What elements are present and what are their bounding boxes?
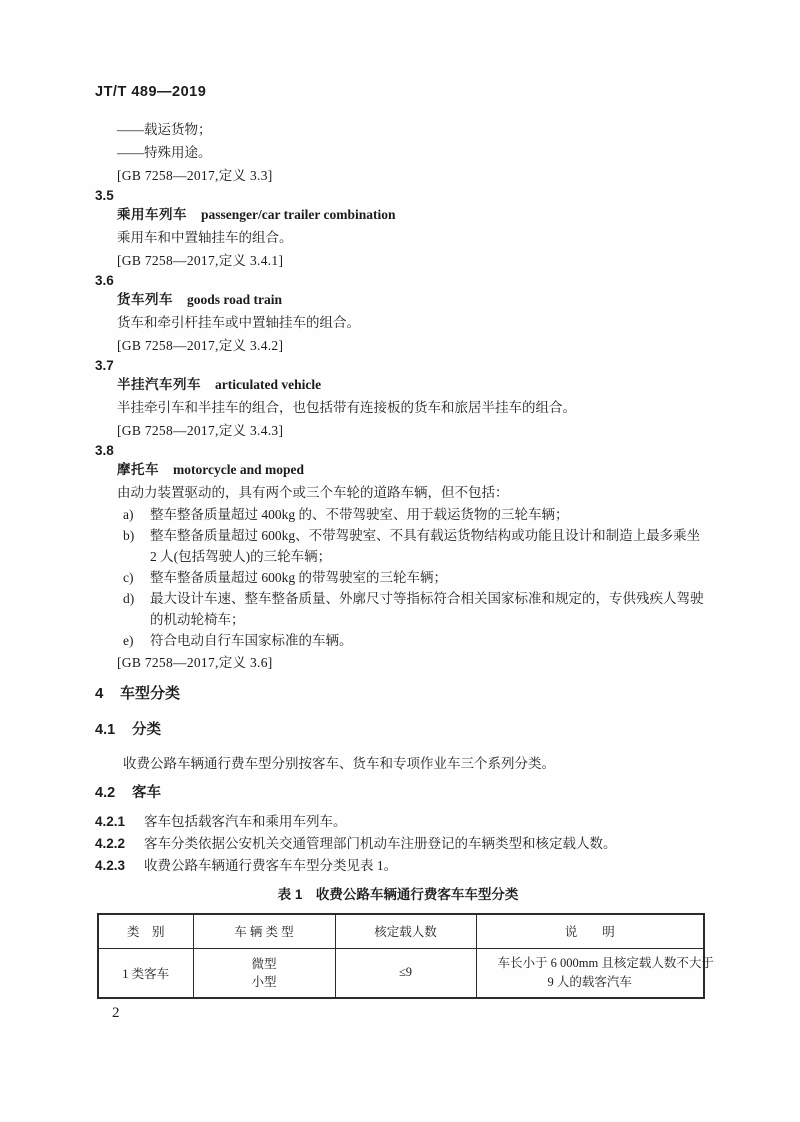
section-number: 4.2 (95, 785, 116, 801)
chapter-title: 车型分类 (120, 685, 181, 702)
description-line: 9 人的载客汽车 (547, 974, 632, 989)
list-marker: d) (123, 591, 135, 606)
cell-vehicle-type (193, 948, 335, 998)
table-caption: 表 1 收费公路车辆通行费客车车型分类 (277, 887, 519, 902)
gb-reference: [GB 7258—2017,定义 3.4.3] (117, 423, 284, 438)
list-item (95, 504, 710, 525)
clause-list (95, 811, 710, 877)
gb-reference: [GB 7258—2017,定义 3.4.1] (117, 253, 284, 268)
table-row (98, 948, 704, 998)
exclusion-list (95, 504, 710, 651)
term-number: 3.8 (95, 443, 114, 458)
gb-reference: [GB 7258—2017,定义 3.4.2] (117, 338, 284, 353)
page-content (95, 118, 714, 999)
clause-text: 客车包括载客汽车和乘用车列车。 (144, 814, 347, 829)
list-item-text: 2 人(包括驾驶人)的三轮车辆； (150, 549, 332, 564)
term-number: 3.6 (95, 273, 114, 288)
list-item-text: 的机动轮椅车； (150, 612, 245, 627)
term-definition: 货车和牵引杆挂车或中置轴挂车的组合。 (117, 315, 360, 330)
cell-description (476, 948, 714, 998)
list-marker: a) (123, 507, 134, 522)
term-title-en: passenger/car trailer combination (201, 207, 396, 222)
term-title-zh: 乘用车列车 (117, 207, 187, 222)
clause (95, 833, 710, 855)
term-definition: 半挂牵引车和半挂车的组合，也包括带有连接板的货车和旅居半挂车的组合。 (117, 400, 576, 415)
vehicle-type-line: 小型 (251, 974, 277, 989)
table-header-row (98, 914, 704, 948)
chapter-number: 4 (95, 685, 104, 702)
chapter-heading (95, 684, 710, 704)
term-number: 3.5 (95, 188, 114, 203)
clause (95, 855, 710, 877)
section-heading (95, 783, 710, 803)
term-title-zh: 摩托车 (117, 462, 159, 477)
dash-item: ——特殊用途。 (117, 145, 212, 160)
term-title (95, 458, 710, 481)
list-item-text: 整车整备质量超过 600kg、不带驾驶室、不具有载运货物结构或功能且设计和制造上最多乘坐 (150, 528, 701, 543)
clause-number: 4.2.2 (95, 836, 126, 851)
term-title (95, 203, 710, 226)
list-item (95, 588, 710, 630)
classification-table (97, 913, 714, 999)
clause-number: 4.2.1 (95, 814, 126, 829)
gb-reference: [GB 7258—2017,定义 3.6] (117, 655, 273, 670)
term-number: 3.7 (95, 358, 114, 373)
list-marker: c) (123, 570, 134, 585)
cell-category: 1 类客车 (98, 948, 193, 998)
section-title: 分类 (132, 722, 161, 738)
description-line: 车长小于 6 000mm 且核定载人数不大于 (497, 955, 714, 970)
column-header-category: 类 别 (98, 914, 193, 948)
term-definition: 由动力装置驱动的，具有两个或三个车轮的道路车辆，但不包括： (117, 485, 509, 500)
paragraph: 收费公路车辆通行费车型分别按客车、货车和专项作业车三个系列分类。 (123, 756, 555, 771)
term-title-zh: 半挂汽车列车 (117, 377, 201, 392)
dash-item: ——载运货物； (117, 122, 212, 137)
clause (95, 811, 710, 833)
list-item (95, 525, 710, 567)
term-title-en: articulated vehicle (215, 377, 322, 392)
list-item-text: 整车整备质量超过 600kg 的带驾驶室的三轮车辆； (150, 570, 447, 585)
section-title: 客车 (132, 785, 161, 801)
list-item-text: 整车整备质量超过 400kg 的、不带驾驶室、用于载运货物的三轮车辆； (150, 507, 569, 522)
column-header-vehicle-type: 车 辆 类 型 (193, 914, 335, 948)
term-definition: 乘用车和中置轴挂车的组合。 (117, 230, 293, 245)
column-header-description: 说 明 (476, 914, 704, 948)
term-title (95, 373, 710, 396)
list-marker: b) (123, 528, 135, 543)
column-header-capacity: 核定载人数 (335, 914, 476, 948)
list-item (95, 630, 710, 651)
section-number: 4.1 (95, 722, 116, 738)
term-title-zh: 货车列车 (117, 292, 173, 307)
clause-text: 收费公路车辆通行费客车车型分类见表 1。 (144, 858, 398, 873)
gb-reference: [GB 7258—2017,定义 3.3] (117, 168, 273, 183)
clause-text: 客车分类依据公安机关交通管理部门机动车注册登记的车辆类型和核定载人数。 (144, 836, 617, 851)
list-item (95, 567, 710, 588)
vehicle-type-line: 微型 (251, 956, 277, 971)
term-title-en: goods road train (187, 292, 283, 307)
term-title (95, 288, 710, 311)
section-heading (95, 720, 710, 740)
cell-capacity: ≤9 (335, 948, 476, 998)
list-item-text: 最大设计车速、整车整备质量、外廓尺寸等指标符合相关国家标准和规定的，专供残疾人驾驶 (150, 591, 704, 606)
clause-number: 4.2.3 (95, 858, 126, 873)
page-number: 2 (112, 1005, 120, 1021)
term-title-en: motorcycle and moped (173, 462, 304, 477)
doc-code: JT/T 489—2019 (95, 84, 207, 100)
list-marker: e) (123, 633, 134, 648)
list-item-text: 符合电动自行车国家标准的车辆。 (150, 633, 353, 648)
